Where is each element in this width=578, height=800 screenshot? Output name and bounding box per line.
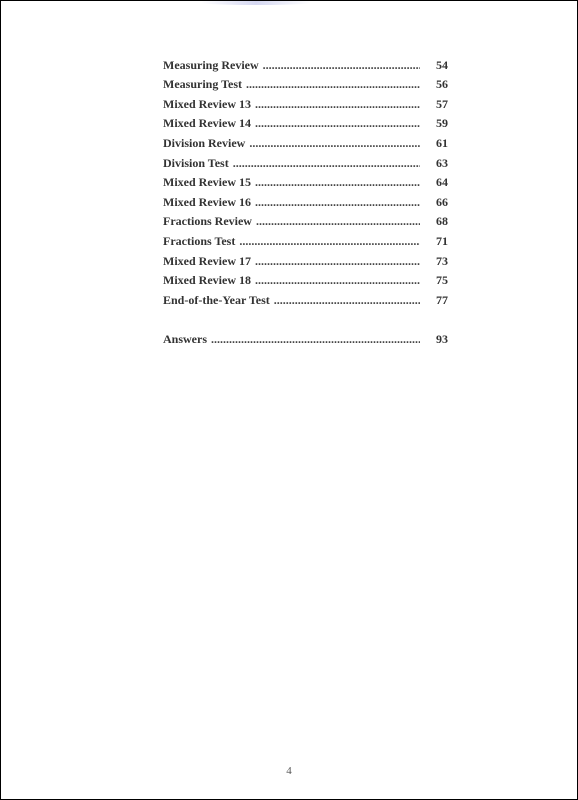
toc-entry-page: 64 bbox=[436, 175, 448, 190]
toc-entry bbox=[163, 151, 448, 171]
toc-entry-page: 56 bbox=[436, 77, 448, 92]
page-number: 4 bbox=[286, 765, 292, 777]
dot-leader bbox=[255, 116, 420, 131]
toc-entry-title: Mixed Review 13 bbox=[163, 96, 251, 111]
table-of-contents bbox=[163, 53, 448, 347]
toc-spacer bbox=[163, 308, 448, 328]
toc-entry-title: Measuring Review bbox=[163, 57, 259, 72]
toc-entry-page: 75 bbox=[436, 273, 448, 288]
toc-entry-answers bbox=[163, 328, 448, 348]
toc-entry-page: 63 bbox=[436, 155, 448, 170]
toc-entry-page: 54 bbox=[436, 57, 448, 72]
scan-smudge bbox=[201, 1, 311, 5]
toc-entry bbox=[163, 249, 448, 269]
dot-leader bbox=[256, 214, 420, 229]
toc-entry-page: 61 bbox=[436, 135, 448, 150]
dot-leader bbox=[249, 136, 420, 151]
dot-leader bbox=[239, 234, 420, 249]
toc-entry-page: 66 bbox=[436, 194, 448, 209]
toc-entry-title: Mixed Review 16 bbox=[163, 194, 251, 209]
toc-entry bbox=[163, 131, 448, 151]
toc-entry-page: 73 bbox=[436, 253, 448, 268]
toc-entry-title: End-of-the-Year Test bbox=[163, 292, 270, 307]
dot-leader bbox=[246, 77, 420, 92]
toc-entry-title: Division Review bbox=[163, 135, 246, 150]
dot-leader bbox=[274, 293, 420, 308]
toc-entry-title: Fractions Test bbox=[163, 233, 236, 248]
dot-leader bbox=[255, 97, 420, 112]
dot-leader bbox=[255, 175, 420, 190]
toc-entry-page: 71 bbox=[436, 233, 448, 248]
dot-leader bbox=[263, 58, 420, 73]
toc-entry-page: 68 bbox=[436, 214, 448, 229]
dot-leader bbox=[211, 332, 420, 347]
toc-entry bbox=[163, 92, 448, 112]
dot-leader bbox=[255, 195, 420, 210]
toc-entry bbox=[163, 190, 448, 210]
toc-entry-title: Mixed Review 18 bbox=[163, 273, 251, 288]
toc-entry-title: Measuring Test bbox=[163, 77, 243, 92]
toc-entry bbox=[163, 229, 448, 249]
toc-entry bbox=[163, 288, 448, 308]
toc-entry-title: Mixed Review 14 bbox=[163, 116, 251, 131]
toc-entry bbox=[163, 73, 448, 93]
toc-entry bbox=[163, 53, 448, 73]
toc-entry-title: Answers bbox=[163, 332, 207, 347]
dot-leader bbox=[233, 156, 420, 171]
toc-entry bbox=[163, 210, 448, 230]
toc-entry bbox=[163, 171, 448, 191]
toc-entry-title: Division Test bbox=[163, 155, 229, 170]
toc-entry-page: 57 bbox=[436, 96, 448, 111]
dot-leader bbox=[255, 273, 420, 288]
toc-entry-page: 77 bbox=[436, 292, 448, 307]
toc-entry bbox=[163, 112, 448, 132]
toc-entry-title: Mixed Review 17 bbox=[163, 253, 251, 268]
toc-entry bbox=[163, 269, 448, 289]
toc-entry-page: 93 bbox=[436, 332, 448, 347]
toc-entry-title: Fractions Review bbox=[163, 214, 252, 229]
toc-entry-page: 59 bbox=[436, 116, 448, 131]
dot-leader bbox=[255, 254, 420, 269]
toc-entry-title: Mixed Review 15 bbox=[163, 175, 251, 190]
